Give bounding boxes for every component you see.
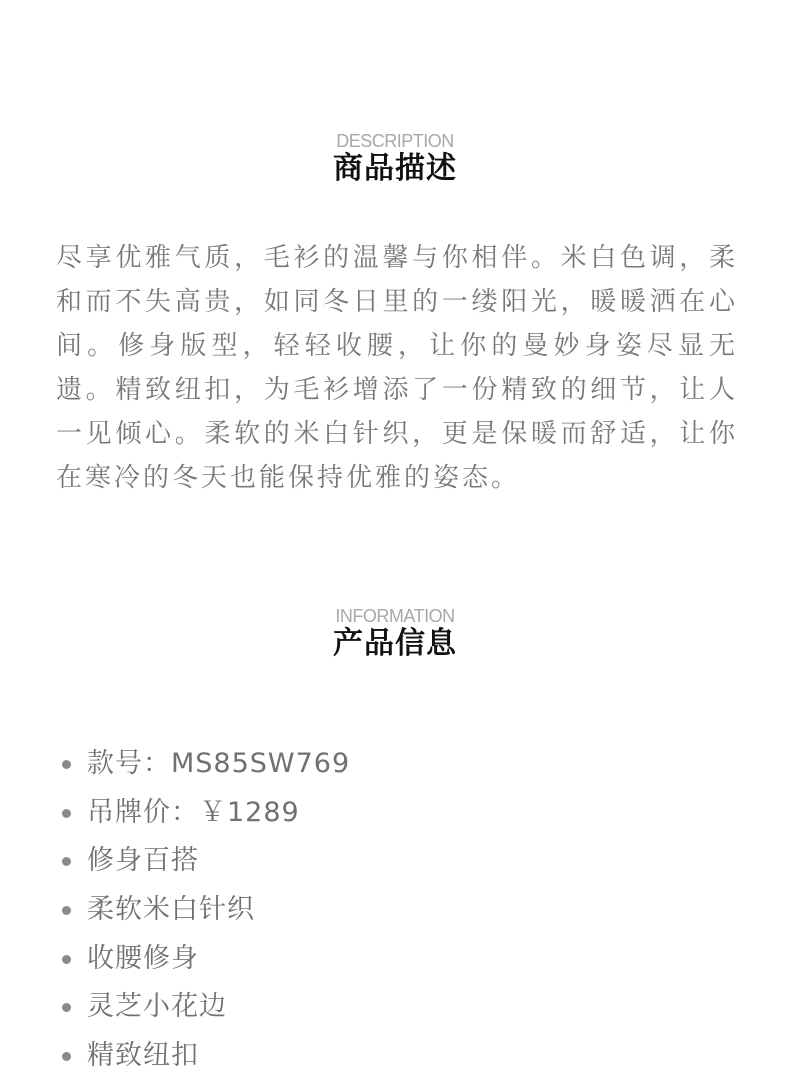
description-text: 尽享优雅气质，毛衫的温馨与你相伴。米白色调，柔和而不失高贵，如同冬日里的一缕阳光，暖暖洒在心间。修身版型，轻轻收腰，让你的曼妙身姿尽显无遗。精致纽扣，为毛衫增添了一份精致的细节，让人一见倾心。柔软的米白针织，更是保暖而舒适，让你在寒冷的冬天也能保持优雅的姿态。	[56, 243, 738, 493]
info-item-text: 吊牌价：￥1289	[87, 796, 300, 828]
description-title: 商品描述	[333, 151, 457, 186]
information-header	[0, 606, 790, 662]
info-item-trim	[56, 983, 350, 1032]
bullet-icon	[62, 857, 71, 866]
description-subtitle: DESCRIPTION	[336, 131, 454, 151]
info-item-text: 收腰修身	[87, 942, 199, 974]
bullet-icon	[62, 809, 71, 818]
info-item-text: 柔软米白针织	[87, 894, 255, 926]
info-item-text: 精致纽扣	[87, 1040, 199, 1072]
info-item-tag-price	[56, 789, 350, 838]
information-subtitle: INFORMATION	[335, 606, 455, 626]
info-item-waist	[56, 935, 350, 984]
bullet-icon	[62, 760, 71, 769]
description-header	[0, 131, 790, 187]
info-item-style-number	[56, 740, 350, 789]
info-item-text: 灵芝小花边	[87, 991, 227, 1023]
information-list	[56, 740, 350, 1081]
info-item-material	[56, 886, 350, 935]
information-title: 产品信息	[333, 626, 457, 661]
bullet-icon	[62, 1003, 71, 1012]
info-item-text: 修身百搭	[87, 845, 199, 877]
info-item-text: 款号：MS85SW769	[87, 748, 351, 779]
info-item-fit	[56, 837, 350, 886]
info-item-buttons	[56, 1032, 350, 1081]
bullet-icon	[62, 955, 71, 964]
bullet-icon	[62, 1052, 71, 1061]
bullet-icon	[62, 906, 71, 915]
